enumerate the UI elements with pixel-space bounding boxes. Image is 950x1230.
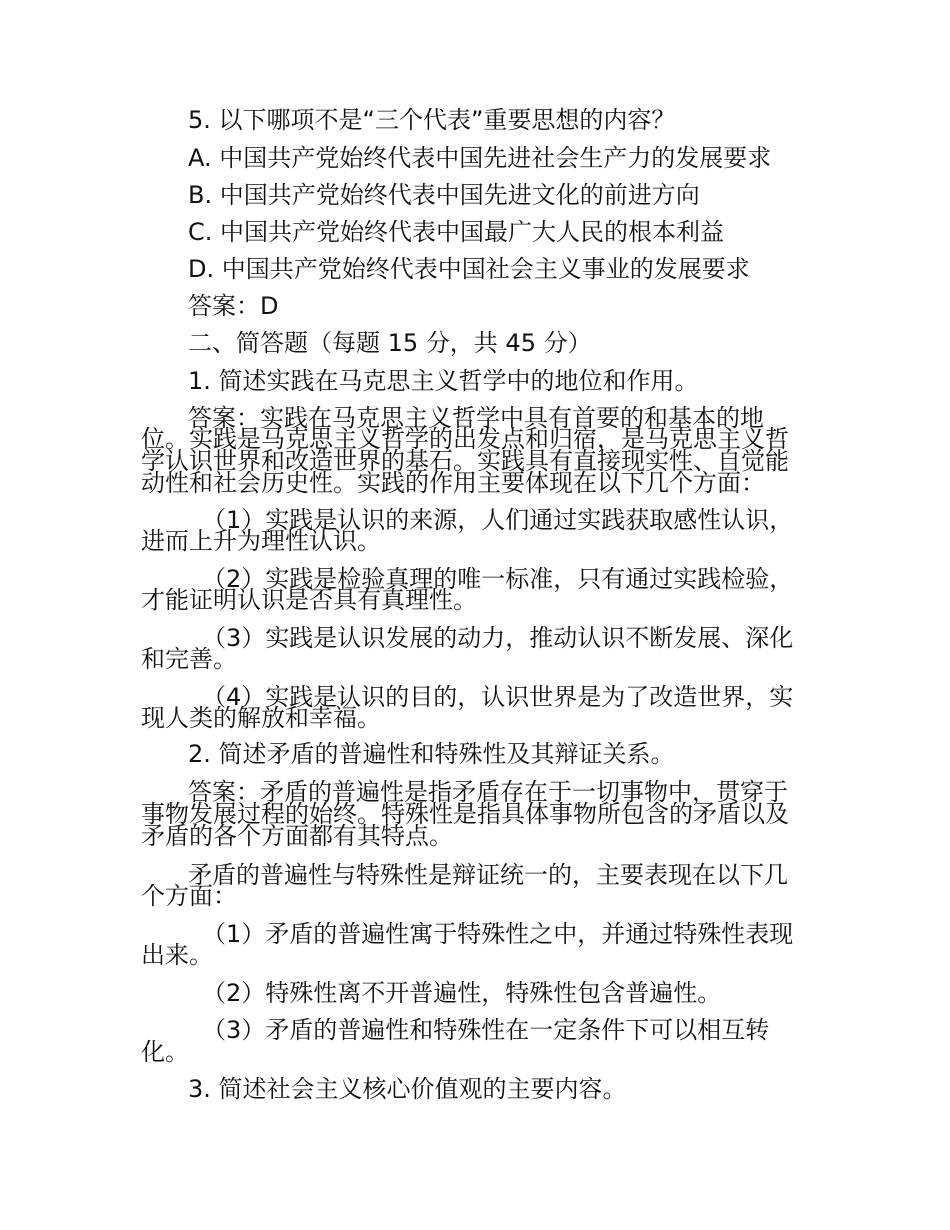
q1-point-3-line-1: （3）实践是认识发展的动力，推动认识不断发展、深化 (202, 624, 794, 652)
q1-answer-line-3: 学认识世界和改造世界的基石。实践具有直接现实性、自觉能 (141, 447, 789, 475)
q1-point-1-line-2: 进而上升为理性认识。 (141, 527, 381, 555)
option-c: C. 中国共产党始终代表中国最广大人民的根本利益 (188, 218, 725, 246)
section-heading: 二、简答题（每题 15 分，共 45 分） (188, 329, 592, 357)
q2-point-2-line-1: （2）特殊性离不开普遍性，特殊性包含普遍性。 (202, 979, 722, 1007)
q1-point-2-line-2: 才能证明认识是否具有真理性。 (141, 586, 477, 614)
q2-relation-line-2: 个方面： (141, 882, 237, 910)
q2-point-1-line-2: 出来。 (141, 941, 213, 969)
q1-answer-line-2: 位。实践是马克思主义哲学的出发点和归宿，是马克思主义哲 (141, 425, 789, 453)
q1-point-1-line-1: （1）实践是认识的来源，人们通过实践获取感性认识， (202, 506, 794, 534)
question-5: 5. 以下哪项不是“三个代表”重要思想的内容？ (188, 106, 676, 134)
q1-point-2-line-1: （2）实践是检验真理的唯一标准，只有通过实践检验， (202, 565, 794, 593)
q2-answer-line-2: 事物发展过程的始终。特殊性是指具体事物所包含的矛盾以及 (141, 800, 789, 828)
q2-point-1-line-1: （1）矛盾的普遍性寓于特殊性之中，并通过特殊性表现 (202, 920, 794, 948)
q1-point-3-line-2: 和完善。 (141, 645, 237, 673)
q2-answer-line-1: 答案：矛盾的普遍性是指矛盾存在于一切事物中，贯穿于 (188, 778, 788, 806)
question-1: 1. 简述实践在马克思主义哲学中的地位和作用。 (188, 367, 699, 395)
q1-point-4-line-2: 现人类的解放和幸福。 (141, 704, 381, 732)
q2-relation-line-1: 矛盾的普遍性与特殊性是辩证统一的，主要表现在以下几 (188, 861, 788, 889)
option-b: B. 中国共产党始终代表中国先进文化的前进方向 (188, 181, 700, 209)
option-a: A. 中国共产党始终代表中国先进社会生产力的发展要求 (188, 144, 772, 172)
question-2: 2. 简述矛盾的普遍性和特殊性及其辩证关系。 (188, 740, 675, 768)
q2-point-3-line-2: 化。 (141, 1038, 189, 1066)
answer-q5: 答案：D (188, 292, 279, 320)
q2-point-3-line-1: （3）矛盾的普遍性和特殊性在一定条件下可以相互转 (202, 1016, 770, 1044)
q1-point-4-line-1: （4）实践是认识的目的，认识世界是为了改造世界，实 (202, 683, 794, 711)
question-3: 3. 简述社会主义核心价值观的主要内容。 (188, 1075, 627, 1103)
q1-answer-line-4: 动性和社会历史性。实践的作用主要体现在以下几个方面： (141, 469, 765, 497)
option-d: D. 中国共产党始终代表中国社会主义事业的发展要求 (188, 255, 750, 283)
q1-answer-line-1: 答案：实践在马克思主义哲学中具有首要的和基本的地 (188, 404, 764, 432)
q2-answer-line-3: 矛盾的各个方面都有其特点。 (141, 822, 453, 850)
